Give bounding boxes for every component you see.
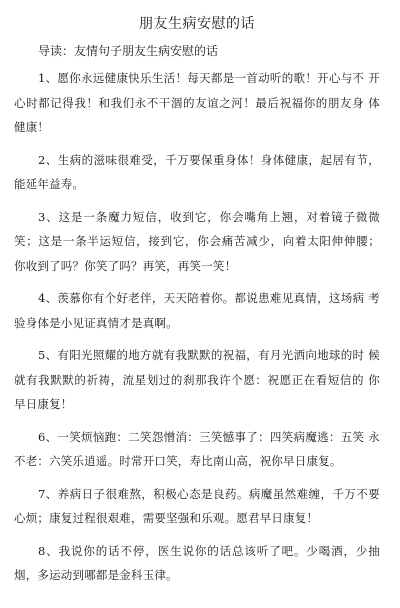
document-title: 朋友生病安慰的话 bbox=[139, 16, 255, 32]
paragraph-5: 5、有阳光照耀的地方就有我默默的祝福，有月光洒向地球的时 候就有我默默的祈祷，流星划过的刹那我许个愿：祝愿正在看短信的 你早日康复！ bbox=[14, 348, 380, 411]
paragraph-8: 8、我说你的话不停，医生说你的话总该听了吧。少喝酒，少抽 烟，多运动到哪都是金科玉律。 bbox=[14, 543, 380, 582]
paragraph-1: 1、愿你永远健康快乐生活！每天都是一首动听的歌！开心与不 开心时都记得我！和我们永不干涸的友谊之河！最后祝福你的朋友身 体健康！ bbox=[14, 71, 380, 134]
document-intro: 导读：友情句子朋友生病安慰的话 bbox=[38, 44, 219, 58]
paragraph-7: 7、养病日子很难熬，积极心态是良药。病魔虽然难缠，千万不要心烦；康复过程很艰难，需要坚强和乐观。愿君早日康复！ bbox=[14, 486, 380, 525]
paragraph-4: 4、羡慕你有个好老伴，天天陪着你。都说患难见真情，这场病 考验身体是小见证真情才是真啊。 bbox=[14, 291, 380, 330]
paragraph-2: 2、生病的滋味很难受，千万要保重身体！身体健康，起居有节，能延年益寿。 bbox=[14, 152, 380, 191]
paragraph-6: 6、一笑烦恼跑：二笑怨憎消：三笑憾事了：四笑病魔逃：五笑 永不老：六笑乐逍遥。时常开口笑，寿比南山高，祝你早日康复。 bbox=[14, 429, 380, 468]
paragraph-3: 3、这是一条魔力短信，收到它，你会嘴角上翘，对着镜子微微 笑；这是一条半运短信，接到它，你会痛苦减少，向着太阳伸伸腰； 你收到了吗？你笑了吗？再笑，再笑一笑！ bbox=[14, 209, 380, 273]
